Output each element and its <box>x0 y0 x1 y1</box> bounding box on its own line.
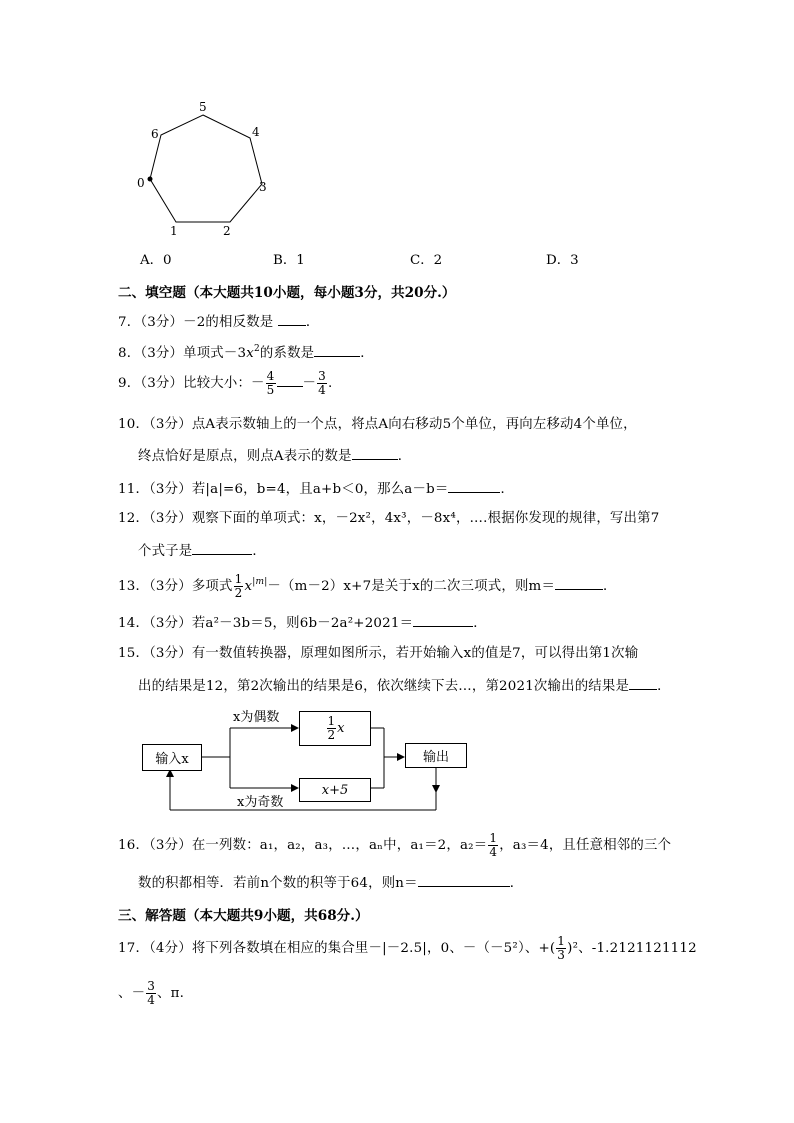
answer-blank[interactable] <box>413 613 473 627</box>
question-9: 9．（3分）比较大小：－ $\frac{4}{5}$ － $\frac{3}{4}$ . <box>118 369 333 397</box>
question-15-line2: 出的结果是12，第2次输出的结果是6，依次继续下去…，第2021次输出的结果是 ． <box>138 676 671 696</box>
question-7: 7．（3分）－2的相反数是 ． <box>118 312 319 332</box>
answer-blank[interactable] <box>277 373 303 387</box>
heptagon-shape <box>150 115 262 222</box>
option-b[interactable]: B．1 <box>273 253 305 268</box>
plus5-box: x+5 <box>299 778 371 802</box>
vertex-label: 0 <box>137 176 145 190</box>
answer-blank[interactable] <box>629 676 657 690</box>
question-17-line1: 17．（4分）将下列各数填在相应的集合里－|－2.5|，0、－（－5²）、+( $\frac{1}{3}$ )²、-1.2121121112 <box>118 934 697 962</box>
vertex-label: 4 <box>252 125 260 139</box>
fraction: $\frac{3}{4}$ <box>147 979 156 1007</box>
question-16-line2: 数的积都相等．若前n个数的积等于64，则n＝ ． <box>138 873 523 893</box>
output-box: 输出 <box>405 743 467 768</box>
question-8: 8．（3分）单项式$-3x^2$的系数是 ． <box>118 344 374 361</box>
fraction: $\frac{1}{2}$ <box>327 714 336 742</box>
vertex-label: 5 <box>199 100 207 114</box>
odd-label: x为奇数 <box>237 795 284 810</box>
question-10-line2: 终点恰好是原点，则点A表示的数是 ． <box>138 446 411 466</box>
question-15-line1: 15．（3分）有一数值转换器，原理如图所示，若开始输入x的值是7，可以得出第1次输 <box>118 646 639 661</box>
fraction: $\frac{1}{4}$ <box>489 831 498 859</box>
heptagon-figure <box>130 95 280 240</box>
answer-blank[interactable] <box>192 541 252 555</box>
vertex-label: 3 <box>259 180 267 194</box>
input-box: 输入x <box>142 744 202 771</box>
start-point-dot <box>148 177 153 182</box>
section-title: 二、填空题（本大题共10小题，每小题3分，共20分.） <box>118 285 456 301</box>
fraction: $\frac{1}{2}$ <box>234 572 243 600</box>
answer-blank[interactable] <box>352 446 398 460</box>
fraction: $\frac{1}{3}$ <box>557 934 566 962</box>
question-12-line1: 12．（3分）观察下面的单项式：x，－2x²，4x³，－8x⁴，….根据你发现的规律，写出第7 <box>118 511 660 526</box>
question-14: 14．（3分）若a²－3b＝5，则6b－2a²+2021＝ ． <box>118 613 487 633</box>
vertex-label: 1 <box>170 224 178 238</box>
answer-blank[interactable] <box>278 312 306 326</box>
answer-blank[interactable] <box>448 479 500 493</box>
question-12-line2: 个式子是 ． <box>138 541 266 561</box>
even-label: x为偶数 <box>233 710 280 725</box>
answer-blank[interactable] <box>555 576 603 590</box>
question-16-line1: 16．（3分）在一列数：a₁，a₂，a₃，…，aₙ中，a₁＝2，a₂＝ $\frac{1}{4}$ ，a₃＝4，且任意相邻的三个 <box>118 831 672 859</box>
question-10-line1: 10．（3分）点A表示数轴上的一个点，将点A向右移动5个单位，再向左移动4个单位， <box>118 417 637 432</box>
option-c[interactable]: C．2 <box>410 253 443 268</box>
section-title: 三、解答题（本大题共9小题，共68分.） <box>118 908 369 924</box>
option-d[interactable]: D．3 <box>546 253 579 268</box>
answer-blank[interactable] <box>418 873 510 887</box>
option-a[interactable]: A．0 <box>140 253 172 268</box>
question-13: 13．（3分）多项式 $\frac{1}{2}$ $x^{|m|}-(m-2)x+7$是关于x的二次三项式，则m＝ ． <box>118 572 617 600</box>
vertex-label: 6 <box>151 127 159 141</box>
fraction: $\frac{4}{5}$ <box>266 369 275 397</box>
answer-blank[interactable] <box>314 343 360 357</box>
question-17-line2: 、－ $\frac{3}{4}$ 、π. <box>118 979 185 1007</box>
fraction: $\frac{3}{4}$ <box>318 369 326 397</box>
question-11: 11．（3分）若|a|=6，b=4，且a+b＜0，那么a－b＝ ． <box>118 479 514 499</box>
vertex-label: 2 <box>223 224 231 238</box>
half-box: $\frac{1}{2}$ x <box>299 711 371 746</box>
